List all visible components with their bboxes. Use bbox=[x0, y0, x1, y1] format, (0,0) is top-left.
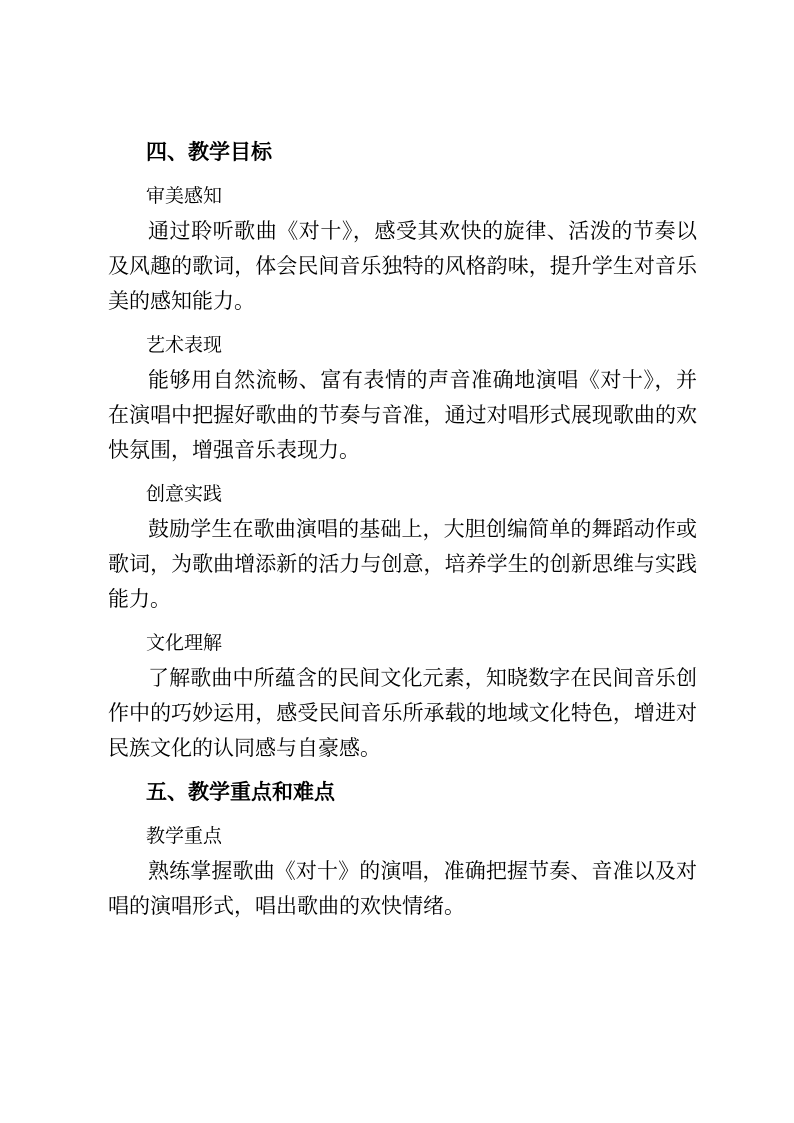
subheading-creative-practice: 创意实践 bbox=[146, 483, 223, 505]
section-title-key-points: 五、教学重点和难点 bbox=[146, 780, 335, 804]
subheading-teaching-focus: 教学重点 bbox=[146, 825, 223, 847]
subheading-artistic-expression: 艺术表现 bbox=[146, 334, 223, 356]
paragraph-teaching-focus: 熟练掌握歌曲《对十》的演唱，准确把握节奏、音准以及对唱的演唱形式，唱出歌曲的欢快情绪。 bbox=[108, 859, 697, 918]
document-body bbox=[108, 132, 697, 924]
subheading-cultural-understanding: 文化理解 bbox=[146, 632, 223, 654]
section-title-teaching-goals: 四、教学目标 bbox=[146, 140, 272, 164]
subheading-aesthetic-perception: 审美感知 bbox=[146, 185, 223, 207]
paragraph-creative-practice: 鼓励学生在歌曲演唱的基础上，大胆创编简单的舞蹈动作或歌词，为歌曲增添新的活力与创意，培养学生的创新思维与实践能力。 bbox=[108, 517, 697, 611]
paragraph-artistic-expression: 能够用自然流畅、富有表情的声音准确地演唱《对十》，并在演唱中把握好歌曲的节奏与音准，通过对唱形式展现歌曲的欢快氛围，增强音乐表现力。 bbox=[108, 368, 697, 462]
paragraph-cultural-understanding: 了解歌曲中所蕴含的民间文化元素，知晓数字在民间音乐创作中的巧妙运用，感受民间音乐所承载的地域文化特色，增进对民族文化的认同感与自豪感。 bbox=[108, 666, 697, 760]
paragraph-aesthetic-perception: 通过聆听歌曲《对十》，感受其欢快的旋律、活泼的节奏以及风趣的歌词，体会民间音乐独特的风格韵味，提升学生对音乐美的感知能力。 bbox=[108, 219, 697, 313]
